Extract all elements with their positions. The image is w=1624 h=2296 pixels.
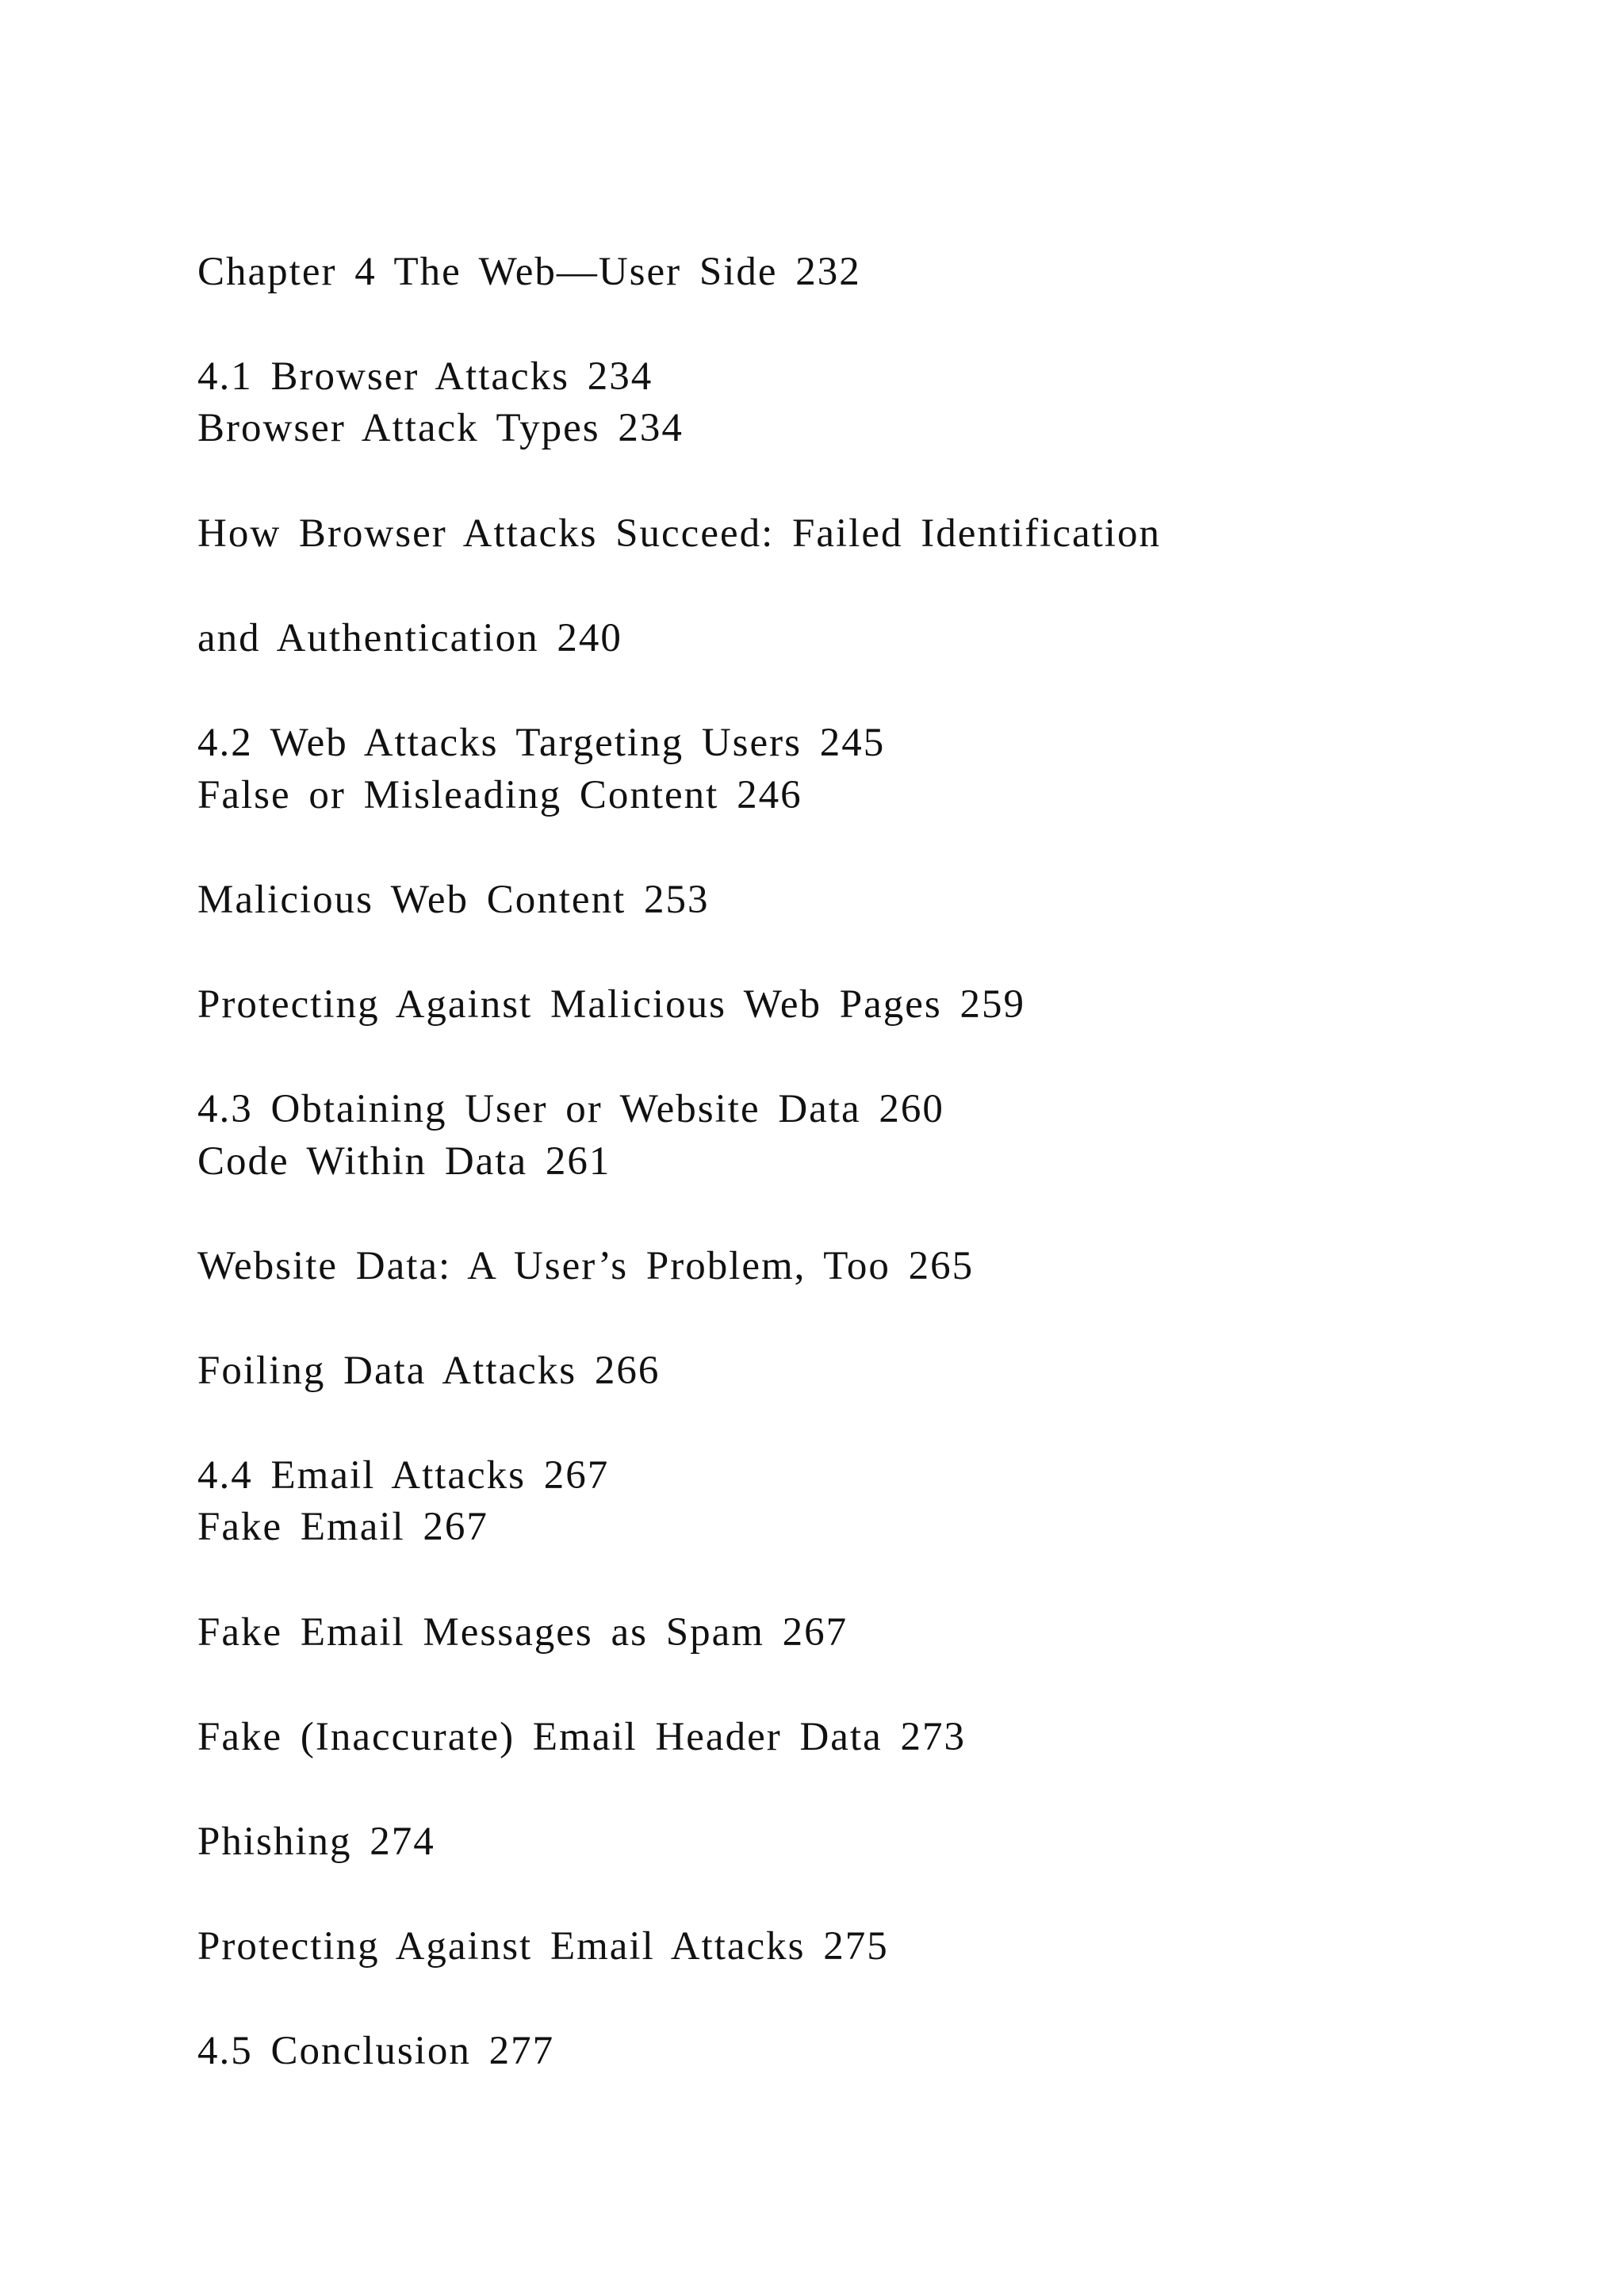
toc-entry-fake-email-header-data: Fake (Inaccurate) Email Header Data 273 [197, 1715, 966, 1759]
toc-entry-section-4-2: 4.2 Web Attacks Targeting Users 245 [197, 721, 886, 765]
toc-entry-website-data-users-problem: Website Data: A User’s Problem, Too 265 [197, 1244, 975, 1288]
toc-entry-how-browser-attacks-succeed: How Browser Attacks Succeed: Failed Identification [197, 511, 1161, 556]
chapter-heading: Chapter 4 The Web—User Side 232 [197, 250, 861, 294]
toc-entry-code-within-data: Code Within Data 261 [197, 1139, 611, 1184]
toc-entry-section-4-1: 4.1 Browser Attacks 234 [197, 354, 653, 399]
toc-entry-section-4-3: 4.3 Obtaining User or Website Data 260 [197, 1087, 944, 1131]
toc-entry-protecting-against-malicious-web-pages: Protecting Against Malicious Web Pages 259 [197, 982, 1025, 1027]
toc-entry-foiling-data-attacks: Foiling Data Attacks 266 [197, 1349, 661, 1393]
toc-entry-fake-email-messages-as-spam: Fake Email Messages as Spam 267 [197, 1610, 848, 1655]
toc-entry-browser-attack-types: Browser Attack Types 234 [197, 406, 684, 450]
toc-entry-section-4-4: 4.4 Email Attacks 267 [197, 1453, 610, 1498]
toc-entry-fake-email: Fake Email 267 [197, 1505, 488, 1549]
toc-entry-section-4-5: 4.5 Conclusion 277 [197, 2029, 555, 2073]
toc-entry-protecting-against-email-attacks: Protecting Against Email Attacks 275 [197, 1924, 889, 1969]
toc-entry-false-or-misleading-content: False or Misleading Content 246 [197, 773, 802, 817]
toc-entry-malicious-web-content: Malicious Web Content 253 [197, 878, 710, 922]
toc-entry-and-authentication: and Authentication 240 [197, 616, 622, 660]
toc-entry-phishing: Phishing 274 [197, 1820, 435, 1864]
